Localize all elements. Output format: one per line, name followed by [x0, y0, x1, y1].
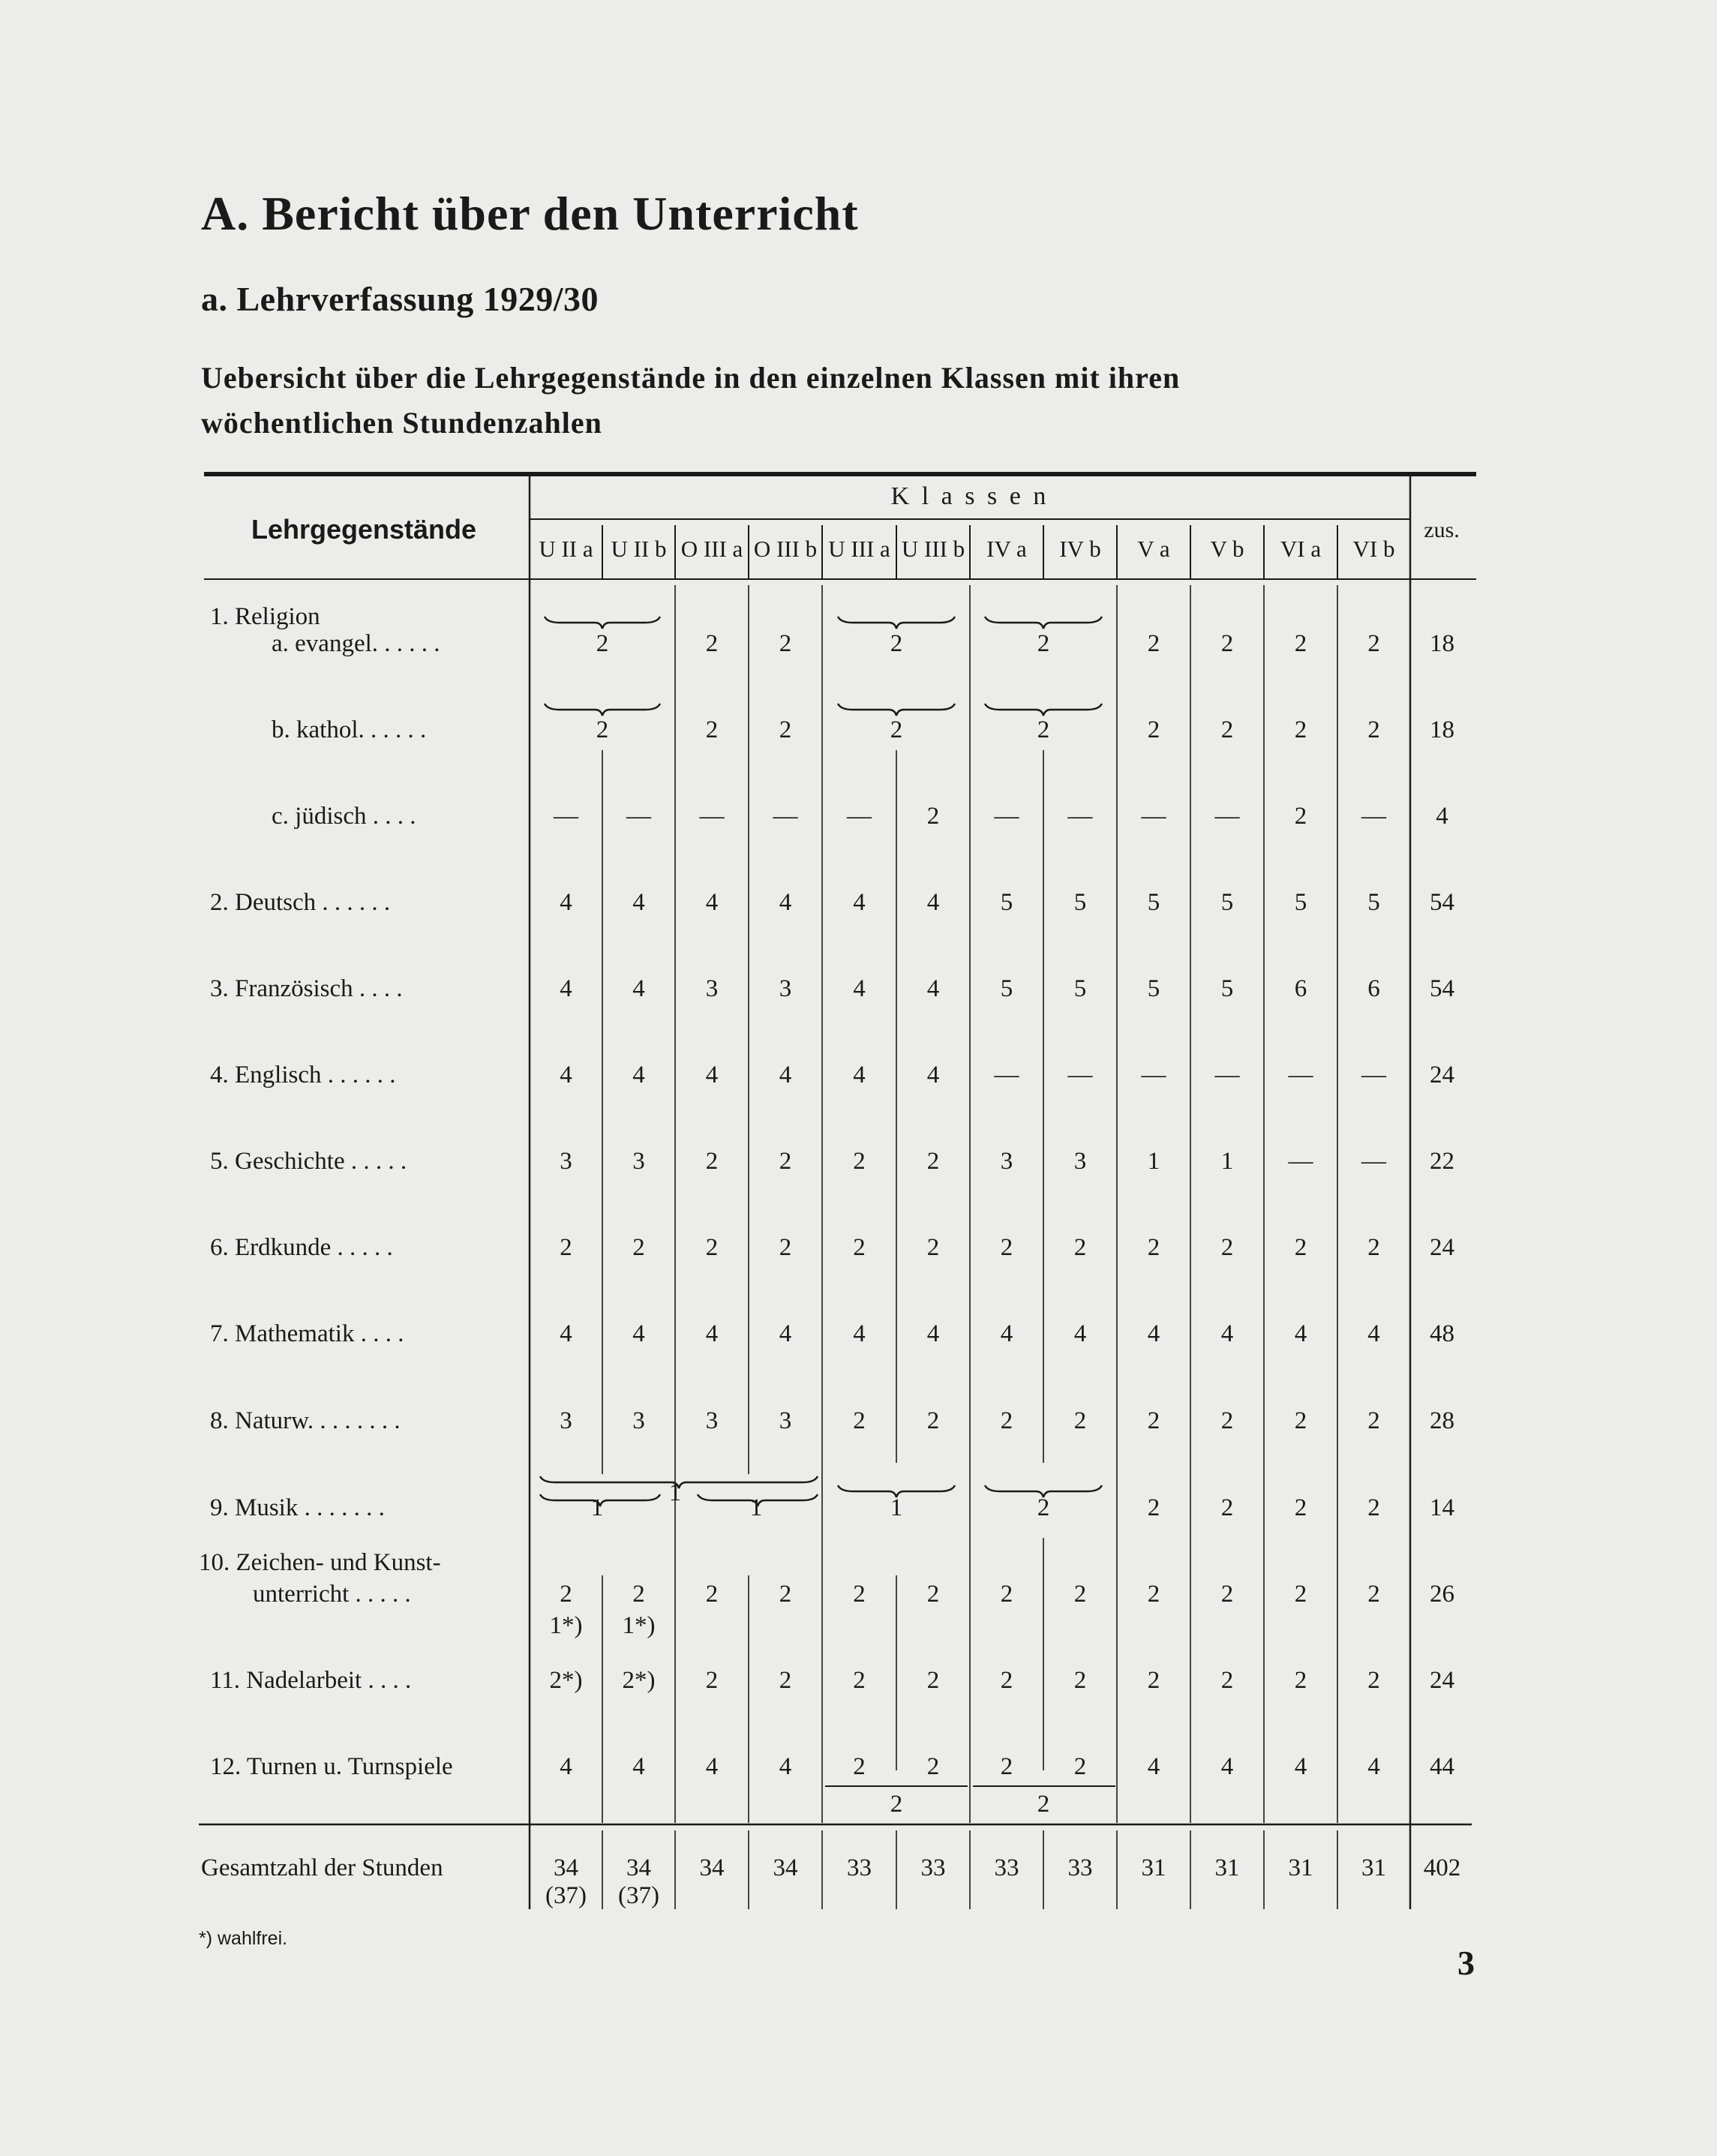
row-total: 54	[1430, 889, 1454, 916]
cell-value: 2	[1000, 1581, 1013, 1608]
cell-value: 2	[853, 1667, 866, 1694]
cell-value: 2	[779, 1581, 792, 1608]
cell-value: 1	[890, 1494, 903, 1521]
cell-value: 2	[1000, 1234, 1013, 1261]
cell-value: 4	[560, 889, 572, 916]
cell-value: —	[1214, 1061, 1240, 1089]
cell-value: 4	[1294, 1753, 1307, 1780]
subject-label: a. evangel. . . . . .	[272, 630, 440, 657]
cell-footnote-value: 1*)	[622, 1612, 656, 1639]
cell-value: 4	[779, 1320, 792, 1347]
cell-value: 3	[560, 1407, 572, 1434]
subject-label: unterricht . . . . .	[253, 1581, 411, 1608]
cell-value: 1	[749, 1494, 763, 1521]
total-value: 33	[920, 1854, 946, 1881]
cell-value: 2	[853, 1753, 866, 1780]
cell-value: 4	[779, 1753, 792, 1780]
cell-value: —	[1067, 1061, 1093, 1089]
cell-value: 2	[705, 716, 719, 743]
cell-value: 2	[1294, 1667, 1307, 1694]
class-header: U III a	[828, 536, 890, 562]
brace	[838, 617, 955, 629]
cell-value: 2	[779, 630, 792, 657]
class-header: O III a	[680, 536, 743, 562]
total-header: zus.	[1424, 518, 1460, 542]
cell-value: 2	[1220, 1581, 1234, 1608]
brace	[985, 1485, 1102, 1497]
cell-value: 2	[1073, 1407, 1087, 1434]
total-extra: (37)	[545, 1882, 587, 1909]
subject-label: 1. Religion	[210, 603, 320, 630]
cell-value: 4	[1220, 1320, 1234, 1347]
cell-value: 4	[705, 1320, 719, 1347]
cell-value: 2	[1294, 716, 1307, 743]
cell-value: 6	[1294, 975, 1307, 1002]
subject-label: 6. Erdkunde . . . . .	[210, 1234, 393, 1261]
cell-value: 2	[1367, 716, 1380, 743]
cell-value: 2	[1037, 1494, 1050, 1521]
page-heading: A. Bericht über den Unterricht	[201, 187, 859, 240]
cell-value: 4	[632, 1061, 645, 1089]
cell-value: 1	[668, 1479, 682, 1506]
cell-value: 4	[705, 889, 719, 916]
cell-value: 2	[596, 630, 609, 657]
cell-value: 2	[853, 1407, 866, 1434]
cell-value: —	[994, 803, 1019, 830]
cell-value: 2	[1073, 1581, 1087, 1608]
cell-value: 4	[1367, 1320, 1380, 1347]
cell-value: 5	[1073, 975, 1087, 1002]
subject-label: 12. Turnen u. Turnspiele	[210, 1753, 453, 1780]
cell-value: 4	[853, 1320, 866, 1347]
cell-value: 5	[1220, 889, 1234, 916]
cell-value: 4	[1000, 1320, 1013, 1347]
cell-value: 4	[560, 1061, 572, 1089]
total-value: 33	[847, 1854, 872, 1881]
cell-value: 2	[1220, 1494, 1234, 1521]
cell-value: 3	[1000, 1148, 1013, 1175]
cell-value: —	[1141, 803, 1166, 830]
total-value: 31	[1141, 1854, 1166, 1881]
cell-value: 2	[853, 1581, 866, 1608]
cell-value: 2	[926, 1753, 940, 1780]
cell-value: 2	[779, 1148, 792, 1175]
cell-value: 3	[1073, 1148, 1087, 1175]
cell-value: 3	[705, 975, 719, 1002]
cell-value: 4	[560, 1320, 572, 1347]
cell-value: 4	[1367, 1753, 1380, 1780]
cell-value: 2	[705, 1667, 719, 1694]
cell-value: 3	[560, 1148, 572, 1175]
merged-value: 2	[890, 1791, 903, 1818]
cell-value: 2	[853, 1148, 866, 1175]
cell-value: —	[1361, 803, 1386, 830]
cell-value: 2	[779, 1667, 792, 1694]
cell-value: 2	[632, 1581, 645, 1608]
cell-value: 4	[926, 1320, 940, 1347]
cell-value: 4	[926, 1061, 940, 1089]
subject-label: 4. Englisch . . . . . .	[210, 1061, 396, 1089]
cell-value: 6	[1367, 975, 1380, 1002]
cell-value: 4	[632, 975, 645, 1002]
row-total: 28	[1430, 1407, 1454, 1434]
cell-value: 2	[1220, 1407, 1234, 1434]
cell-value: 2	[632, 1234, 645, 1261]
cell-value: 2	[1147, 1494, 1160, 1521]
cell-value: 4	[853, 889, 866, 916]
total-value: 31	[1288, 1854, 1313, 1881]
cell-value: 2	[1294, 803, 1307, 830]
row-total: 44	[1430, 1753, 1454, 1780]
cell-value: 2	[1147, 1234, 1160, 1261]
cell-value: 2	[705, 1148, 719, 1175]
cell-value: 2	[705, 630, 719, 657]
cell-value: 2	[1294, 1234, 1307, 1261]
class-header: V b	[1210, 536, 1244, 562]
cell-value: 2	[1294, 1494, 1307, 1521]
cell-value: 2	[1220, 1667, 1234, 1694]
merged-value: 2	[1037, 1791, 1050, 1818]
overview-title-line2: wöchentlichen Stundenzahlen	[201, 406, 602, 440]
cell-value: 2	[1367, 630, 1380, 657]
cell-value: 2	[779, 1234, 792, 1261]
cell-value: —	[773, 803, 798, 830]
subject-label: 5. Geschichte . . . . .	[210, 1148, 407, 1175]
total-value: 34	[626, 1854, 651, 1881]
cell-value: 4	[779, 1061, 792, 1089]
cell-value: —	[699, 803, 725, 830]
cell-value: 2	[1220, 630, 1234, 657]
cell-value: —	[1214, 803, 1240, 830]
total-value: 34	[554, 1854, 578, 1881]
cell-value: 2	[560, 1234, 572, 1261]
cell-value: 2	[779, 716, 792, 743]
subject-label: 10. Zeichen- und Kunst-	[199, 1549, 441, 1576]
total-value: 33	[994, 1854, 1019, 1881]
class-header: IV b	[1059, 536, 1101, 562]
cell-value: 2	[1037, 630, 1050, 657]
row-total: 24	[1430, 1234, 1454, 1261]
cell-value: 2*)	[549, 1667, 583, 1694]
cell-value: —	[847, 803, 872, 830]
cell-value: 4	[926, 889, 940, 916]
overview-title-line1: Uebersicht über die Lehrgegenstände in den einzelnen Klassen mit ihren	[201, 361, 1181, 395]
subject-label: 8. Naturw. . . . . . . .	[210, 1407, 401, 1434]
section-subheading: a. Lehrverfassung 1929/30	[201, 280, 599, 318]
cell-value: 4	[853, 1061, 866, 1089]
cell-value: —	[994, 1061, 1019, 1089]
cell-footnote-value: 1*)	[549, 1612, 583, 1639]
cell-value: 2	[560, 1581, 572, 1608]
cell-value: 5	[1000, 975, 1013, 1002]
total-value: 34	[773, 1854, 798, 1881]
subject-label: 2. Deutsch . . . . . .	[210, 889, 391, 916]
brace	[985, 704, 1102, 716]
cell-value: 2	[926, 1667, 940, 1694]
brace	[545, 617, 660, 629]
class-header: U II a	[539, 536, 593, 562]
cell-value: 2	[1147, 716, 1160, 743]
total-value: 33	[1067, 1854, 1093, 1881]
page-number: 3	[1457, 1944, 1475, 1982]
cell-value: 4	[853, 975, 866, 1002]
cell-value: 5	[1367, 889, 1380, 916]
subject-label: c. jüdisch . . . .	[272, 803, 416, 830]
cell-value: —	[1141, 1061, 1166, 1089]
cell-value: 2	[1367, 1581, 1380, 1608]
cell-value: —	[1361, 1061, 1386, 1089]
row-total: 4	[1436, 803, 1448, 830]
cell-value: 4	[632, 1753, 645, 1780]
cell-value: 4	[1147, 1320, 1160, 1347]
cell-value: 2	[705, 1581, 719, 1608]
cell-value: 2	[1147, 1581, 1160, 1608]
total-value: 34	[699, 1854, 725, 1881]
cell-value: 2	[1073, 1753, 1087, 1780]
class-header: U III b	[901, 536, 965, 562]
cell-value: 2	[596, 716, 609, 743]
cell-value: 2	[1073, 1667, 1087, 1694]
row-total: 14	[1430, 1494, 1454, 1521]
cell-value: 5	[1147, 975, 1160, 1002]
cell-value: 2	[1367, 1494, 1380, 1521]
cell-value: 1	[590, 1494, 604, 1521]
cell-value: 2	[926, 1407, 940, 1434]
cell-value: 2	[1073, 1234, 1087, 1261]
row-total: 48	[1430, 1320, 1454, 1347]
cell-value: 2	[1000, 1667, 1013, 1694]
cell-value: 4	[1147, 1753, 1160, 1780]
cell-value: 4	[926, 975, 940, 1002]
class-header: IV a	[986, 536, 1027, 562]
cell-value: 2	[890, 716, 903, 743]
cell-value: —	[626, 803, 651, 830]
class-header: U II b	[611, 536, 667, 562]
cell-value: 3	[705, 1407, 719, 1434]
row-total: 18	[1430, 716, 1454, 743]
subject-label: 3. Französisch . . . .	[210, 975, 403, 1002]
cell-value: 4	[705, 1753, 719, 1780]
class-header: VI b	[1352, 536, 1395, 562]
cell-value: 2	[1367, 1407, 1380, 1434]
row-total: 24	[1430, 1667, 1454, 1694]
brace	[838, 1485, 955, 1497]
subject-label: 9. Musik . . . . . . .	[210, 1494, 385, 1521]
cell-value: 1	[1147, 1148, 1160, 1175]
class-header: V a	[1137, 536, 1170, 562]
cell-value: 3	[632, 1148, 645, 1175]
class-header: O III b	[753, 536, 818, 562]
cell-value: 3	[779, 1407, 792, 1434]
total-value: 31	[1214, 1854, 1240, 1881]
cell-value: 2	[890, 630, 903, 657]
cell-value: —	[1288, 1061, 1313, 1089]
cell-value: 3	[779, 975, 792, 1002]
row-total: 24	[1430, 1061, 1454, 1089]
subject-header: Lehrgegenstände	[251, 514, 477, 545]
cell-value: —	[1288, 1148, 1313, 1175]
cell-value: 2	[926, 1148, 940, 1175]
row-total: 18	[1430, 630, 1454, 657]
cell-value: 2	[1294, 630, 1307, 657]
cell-value: 4	[1220, 1753, 1234, 1780]
cell-value: 4	[632, 1320, 645, 1347]
cell-value: 2	[1294, 1581, 1307, 1608]
grand-total: 402	[1423, 1854, 1461, 1881]
brace	[985, 617, 1102, 629]
cell-value: 2	[853, 1234, 866, 1261]
cell-value: 5	[1073, 889, 1087, 916]
subject-label: 11. Nadelarbeit . . . .	[210, 1667, 412, 1694]
cell-value: 2	[926, 1581, 940, 1608]
cell-value: 5	[1000, 889, 1013, 916]
total-extra: (37)	[618, 1882, 659, 1909]
classes-header: K l a s s e n	[890, 482, 1049, 510]
row-total: 26	[1430, 1581, 1454, 1608]
class-header: VI a	[1280, 536, 1322, 562]
cell-value: 2*)	[622, 1667, 656, 1694]
cell-value: 4	[705, 1061, 719, 1089]
cell-value: 2	[705, 1234, 719, 1261]
cell-value: 2	[1000, 1753, 1013, 1780]
brace	[838, 704, 955, 716]
subject-label: 7. Mathematik . . . .	[210, 1320, 404, 1347]
cell-value: 2	[1367, 1234, 1380, 1261]
footnote: *) wahlfrei.	[199, 1928, 288, 1949]
cell-value: 4	[560, 975, 572, 1002]
cell-value: 2	[1220, 716, 1234, 743]
cell-value: 2	[1147, 1407, 1160, 1434]
cell-value: 5	[1147, 889, 1160, 916]
row-total: 22	[1430, 1148, 1454, 1175]
cell-value: 4	[632, 889, 645, 916]
cell-value: 1	[1220, 1148, 1234, 1175]
cell-value: 4	[1073, 1320, 1087, 1347]
total-label: Gesamtzahl der Stunden	[201, 1854, 443, 1881]
cell-value: 5	[1294, 889, 1307, 916]
cell-value: 2	[1147, 630, 1160, 657]
row-total: 54	[1430, 975, 1454, 1002]
cell-value: 4	[560, 1753, 572, 1780]
cell-value: 3	[632, 1407, 645, 1434]
cell-value: 2	[1147, 1667, 1160, 1694]
brace	[545, 704, 660, 716]
cell-value: 2	[1294, 1407, 1307, 1434]
cell-value: 2	[1367, 1667, 1380, 1694]
cell-value: 2	[1220, 1234, 1234, 1261]
cell-value: —	[1361, 1148, 1386, 1175]
cell-value: 5	[1220, 975, 1234, 1002]
cell-value: 4	[1294, 1320, 1307, 1347]
subject-label: b. kathol. . . . . .	[272, 716, 427, 743]
cell-value: 4	[779, 889, 792, 916]
cell-value: 2	[926, 803, 940, 830]
total-value: 31	[1361, 1854, 1386, 1881]
cell-value: 2	[1000, 1407, 1013, 1434]
cell-value: —	[554, 803, 578, 830]
cell-value: 2	[926, 1234, 940, 1261]
cell-value: —	[1067, 803, 1093, 830]
cell-value: 2	[1037, 716, 1050, 743]
